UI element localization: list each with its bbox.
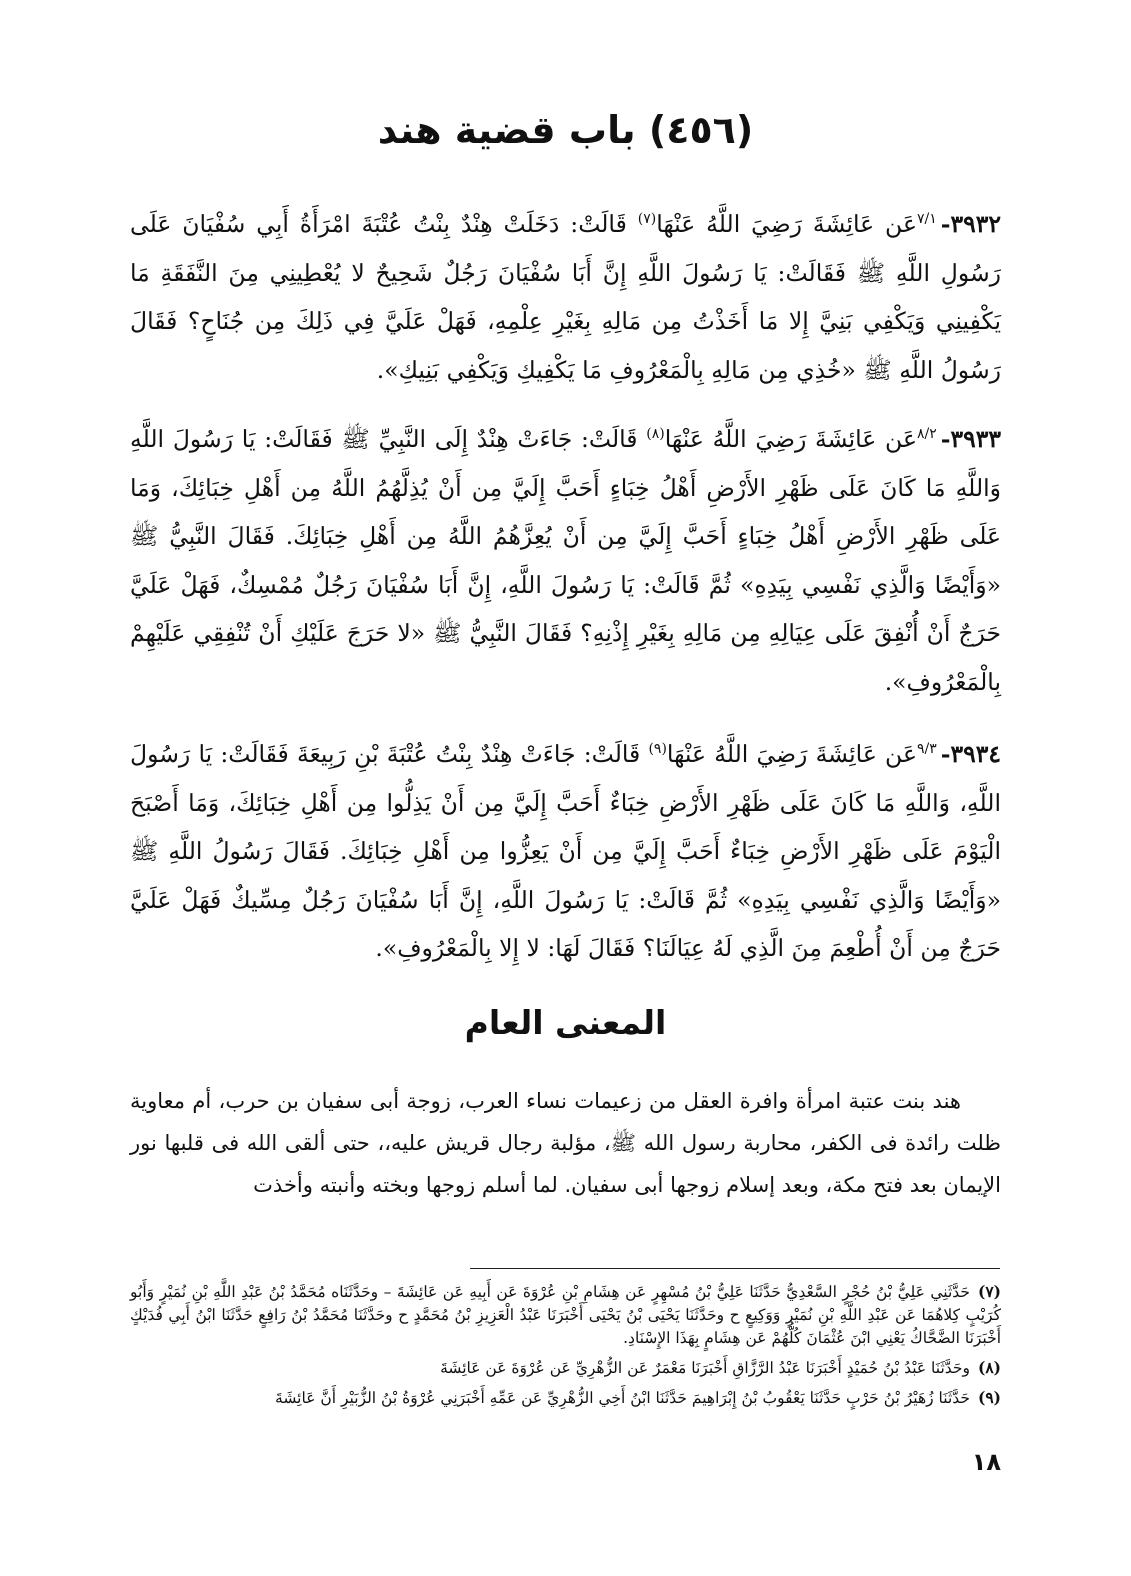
footnote-ref: (٧) [637, 211, 657, 228]
hadith-number: ٣٩٣٤- [940, 740, 1002, 768]
hadith-3932 [130, 200, 1001, 394]
body-text: هند بنت عتبة امرأة وافرة العقل من زعيمات نساء العرب، زوجة أبى سفيان بن حرب، أم معاوية ظلت رائدة فى الكفر، محاربة رسول الله ﷺ، مؤلبة رجال قريش عليه،، حتى ألقى الله فى قلبها نور الإيمان بعد فتح مكة، وبعد إسلام زوجها أبى سفيان. لما أسلم زوجها وبخته وأنبته وأخذت [130, 1089, 1001, 1197]
footnote-number: (٩) [977, 1388, 1001, 1407]
hadith-text: عَن عَائِشَةَ رَضِيَ اللَّهُ عَنْهَا [664, 425, 917, 453]
hadith-3934 [130, 730, 1001, 973]
footnote-number: (٨) [977, 1358, 1001, 1377]
hadith-sub-number: ٨/٢ [916, 426, 937, 443]
hadith-3933 [130, 415, 1001, 706]
chapter-title: (٤٥٦) باب قضية هند [377, 108, 754, 152]
hadith-text: عَن عَائِشَةَ رَضِيَ اللَّهُ عَنْهَا [656, 210, 917, 238]
footnote-ref: (٩) [648, 741, 667, 758]
footnote-text: حَدَّثَنَا زُهَيْرُ بْنُ حَرْبٍ حَدَّثَنَا يَعْقُوبُ بْنُ إِبْرَاهِيمَ حَدَّثَنَا ابْنُ أَخِي الزُّهْرِيِّ عَن عَمِّهِ أَخْبَرَنِي عُرْوَةُ بْنُ الزُّبَيْرِ أَنَّ عَائِشَةَ [275, 1389, 970, 1407]
hadith-sub-number: ٩/٣ [916, 741, 937, 758]
hadith-text: قَالَتْ: جَاءَتْ هِنْدٌ بِنْتُ عُتْبَةَ بْنِ رَبِيعَةَ فَقَالَتْ: يَا رَسُولَ اللَّهِ، وَاللَّهِ مَا كَانَ عَلَى ظَهْرِ الأَرْضِ خِبَاءٌ أَحَبَّ إِلَيَّ مِن أَنْ يَذِلُّوا مِن أَهْلِ خِبَائِكَ، وَمَا أَصْبَحَ الْيَوْمَ عَلَى ظَهْرِ الأَرْضِ خِبَاءٌ أَحَبَّ إِلَيَّ مِن أَنْ يَعِزُّوا مِن أَهْلِ خِبَائِكَ. فَقَالَ رَسُولُ اللَّهِ ﷺ «وَأَيْضًا وَالَّذِي نَفْسِي بِيَدِهِ» ثُمَّ قَالَتْ: يَا رَسُولَ اللَّهِ، إِنَّ أَبَا سُفْيَانَ رَجُلٌ مِسِّيكٌ فَهَلْ عَلَيَّ حَرَجٌ مِن أَنْ أُطْعِمَ مِنَ الَّذِي لَهُ عِيَالَنَا؟ فَقَالَ لَهَا: لا إِلا بِالْمَعْرُوفِ». [130, 740, 1001, 962]
hadith-number: ٣٩٣٢- [940, 210, 1002, 238]
hadith-sub-number: ٧/١ [916, 211, 937, 228]
footnote-8 [130, 1356, 1001, 1380]
section-title: المعنى العام [464, 1003, 667, 1042]
footnote-number: (٧) [977, 1282, 1001, 1301]
footnotes [130, 1280, 1001, 1416]
footnote-9 [130, 1386, 1001, 1410]
body-paragraph [130, 1080, 1001, 1206]
footnote-text: حَدَّثَنِي عَلِيُّ بْنُ حُجْرٍ السَّعْدِيُّ حَدَّثَنَا عَلِيُّ بْنُ مُسْهِرٍ عَن هِشَامِ بْنِ عُرْوَةَ عَن أَبِيهِ عَن عَائِشَةَ – وحَدَّثَنَاه مُحَمَّدُ بْنُ عَبْدِ اللَّهِ بْنِ نُمَيْرٍ وَأَبُو كُرَيْبٍ كِلاهُمَا عَن عَبْدِ اللَّهِ بْنِ نُمَيْرٍ وَوَكِيعٍ ح وحَدَّثَنَا يَحْيَى بْنُ يَحْيَى أَخْبَرَنَا عَبْدُ الْعَزِيزِ بْنُ مُحَمَّدٍ ح وحَدَّثَنَا مُحَمَّدُ بْنُ رَافِعٍ حَدَّثَنَا ابْنُ أَبِي فُدَيْكٍ أَخْبَرَنَا الضَّحَّاكُ يَعْنِي ابْنَ عُثْمَانَ كُلُّهُمْ عَن هِشَامٍ بِهَذَا الإِسْنَادِ. [130, 1283, 1001, 1347]
hadith-text: قَالَتْ: دَخَلَتْ هِنْدٌ بِنْتُ عُتْبَةَ امْرَأَةُ أَبِي سُفْيَانَ عَلَى رَسُولِ اللَّهِ ﷺ فَقَالَتْ: يَا رَسُولَ اللَّهِ إِنَّ أَبَا سُفْيَانَ رَجُلٌ شَحِيحٌ لا يُعْطِينِي مِنَ النَّفَقَةِ مَا يَكْفِينِي وَيَكْفِي بَنِيَّ إِلا مَا أَخَذْتُ مِن مَالِهِ بِغَيْرِ عِلْمِهِ، فَهَلْ عَلَيَّ فِي ذَلِكَ مِن جُنَاحٍ؟ فَقَالَ رَسُولُ اللَّهِ ﷺ «خُذِي مِن مَالِهِ بِالْمَعْرُوفِ مَا يَكْفِيكِ وَيَكْفِي بَنِيكِ». [130, 210, 1001, 384]
hadith-text: قَالَتْ: جَاءَتْ هِنْدٌ إِلَى النَّبِيِّ ﷺ فَقَالَتْ: يَا رَسُولَ اللَّهِ وَاللَّهِ مَا كَانَ عَلَى ظَهْرِ الأَرْضِ أَهْلُ خِبَاءٍ أَحَبَّ إِلَيَّ مِن أَنْ يُذِلَّهُمُ اللَّهُ مِن أَهْلِ خِبَائِكَ، وَمَا عَلَى ظَهْرِ الأَرْضِ أَهْلُ خِبَاءٍ أَحَبَّ إِلَيَّ مِن أَنْ يُعِزَّهُمُ اللَّهُ مِن أَهْلِ خِبَائِكَ. فَقَالَ النَّبِيُّ ﷺ «وَأَيْضًا وَالَّذِي نَفْسِي بِيَدِهِ» ثُمَّ قَالَتْ: يَا رَسُولَ اللَّهِ، إِنَّ أَبَا سُفْيَانَ رَجُلٌ مُمْسِكٌ، فَهَلْ عَلَيَّ حَرَجٌ أَنْ أُنْفِقَ عَلَى عِيَالِهِ مِن مَالِهِ بِغَيْرِ إِذْنِهِ؟ فَقَالَ النَّبِيُّ ﷺ «لا حَرَجَ عَلَيْكِ أَنْ تُنْفِقِي عَلَيْهِمْ بِالْمَعْرُوفِ». [130, 425, 1001, 696]
footnote-ref: (٨) [646, 426, 665, 443]
hadith-number: ٣٩٣٣- [940, 425, 1002, 453]
footnote-divider [470, 1268, 1000, 1269]
footnote-7 [130, 1280, 1001, 1350]
page-number: ١٨ [971, 1448, 1001, 1476]
footnote-text: وحَدَّثَنَا عَبْدُ بْنُ حُمَيْدٍ أَخْبَرَنَا عَبْدُ الرَّزَّاقِ أَخْبَرَنَا مَعْمَرٌ عَن الزُّهْرِيِّ عَن عُرْوَةَ عَن عَائِشَةَ [440, 1359, 970, 1377]
hadith-text: عَن عَائِشَةَ رَضِيَ اللَّهُ عَنْهَا [666, 740, 917, 768]
